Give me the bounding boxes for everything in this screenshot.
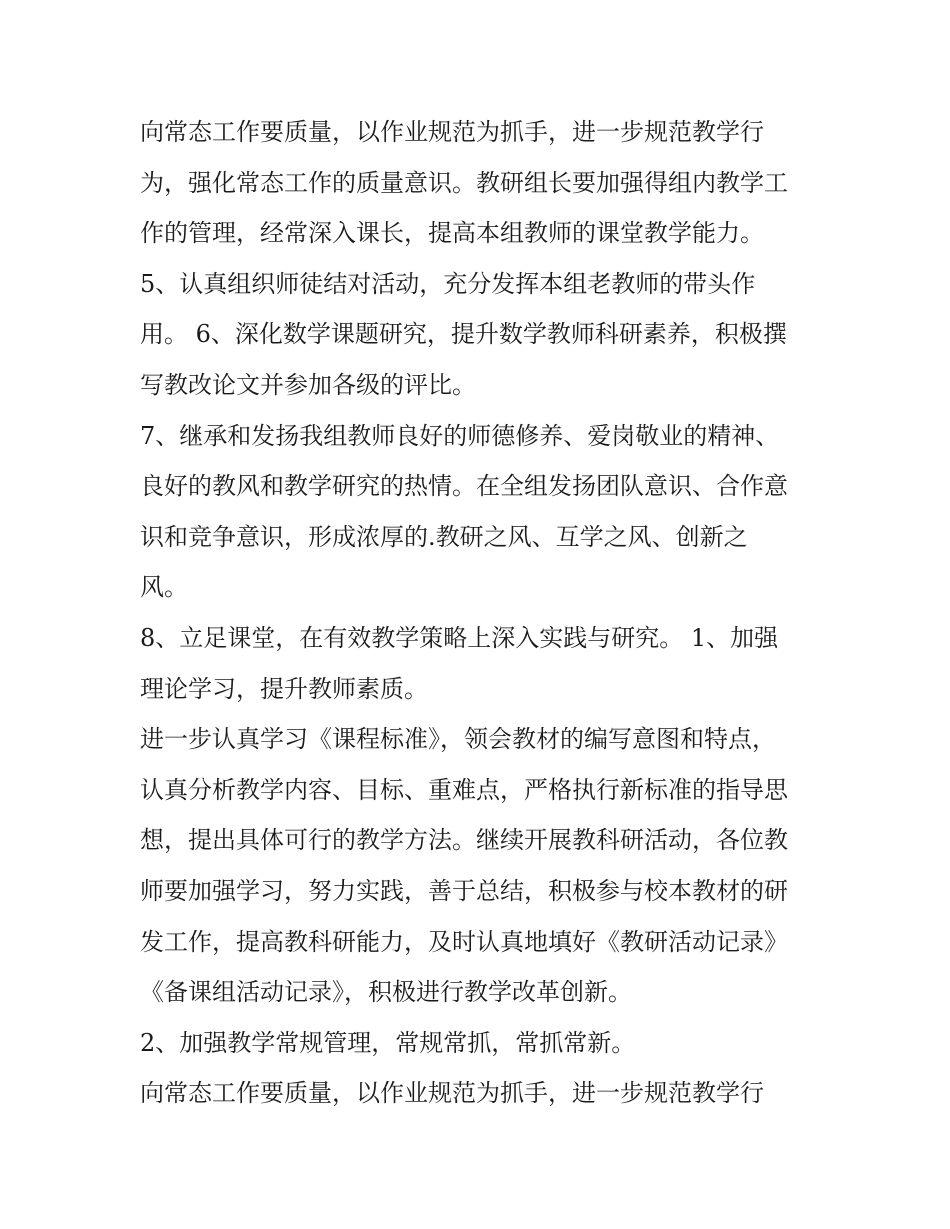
text-line: 想，提出具体可行的教学方法。继续开展教科研活动，各位教 [140,826,788,855]
document-body [140,107,830,1119]
text-line: 为，强化常态工作的质量意识。教研组长要加强得组内教学工 [140,168,788,197]
text-line: 识和竞争意识，形成浓厚的.教研之风、互学之风、创新之 [140,522,748,551]
text-line: 8、立足课堂，在有效教学策略上深入实践与研究。 1、加强 [140,623,779,652]
text-line: 向常态工作要质量，以作业规范为抓手，进一步规范教学行 [140,118,764,146]
text-line: 良好的教风和教学研究的热情。在全组发扬团队意识、合作意 [140,472,788,501]
text-line: 发工作，提高教科研能力，及时认真地填好《教研活动记录》 [140,927,788,956]
text-line: 写教改论文并参加各级的评比。 [140,370,476,399]
text-line: 5、认真组织师徒结对活动，充分发挥本组老教师的带头作 [140,269,756,298]
text-line: 用。 6、深化数学课题研究，提升数学教师科研素养，积极撰 [140,320,787,349]
text-line: 向常态工作要质量，以作业规范为抓手，进一步规范教学行 [140,1079,764,1108]
text-line: 《备课组活动记录》，积极进行教学改革创新。 [140,978,632,1007]
text-line: 理论学习，提升教师素质。 [140,674,428,703]
text-line: 作的管理，经常深入课长，提高本组教师的课堂教学能力。 [140,219,764,248]
text-line: 师要加强学习，努力实践，善于总结，积极参与校本教材的研 [140,876,788,905]
text-line: 7、继承和发扬我组教师良好的师德修养、爱岗敬业的精神、 [140,421,780,450]
text-line: 进一步认真学习《课程标准》，领会教材的编写意图和特点， [140,725,776,754]
text-line: 2、加强教学常规管理，常规常抓，常抓常新。 [140,1028,636,1057]
text-line: 认真分析教学内容、目标、重难点，严格执行新标准的指导思 [140,775,788,804]
text-line: 风。 [140,573,188,602]
